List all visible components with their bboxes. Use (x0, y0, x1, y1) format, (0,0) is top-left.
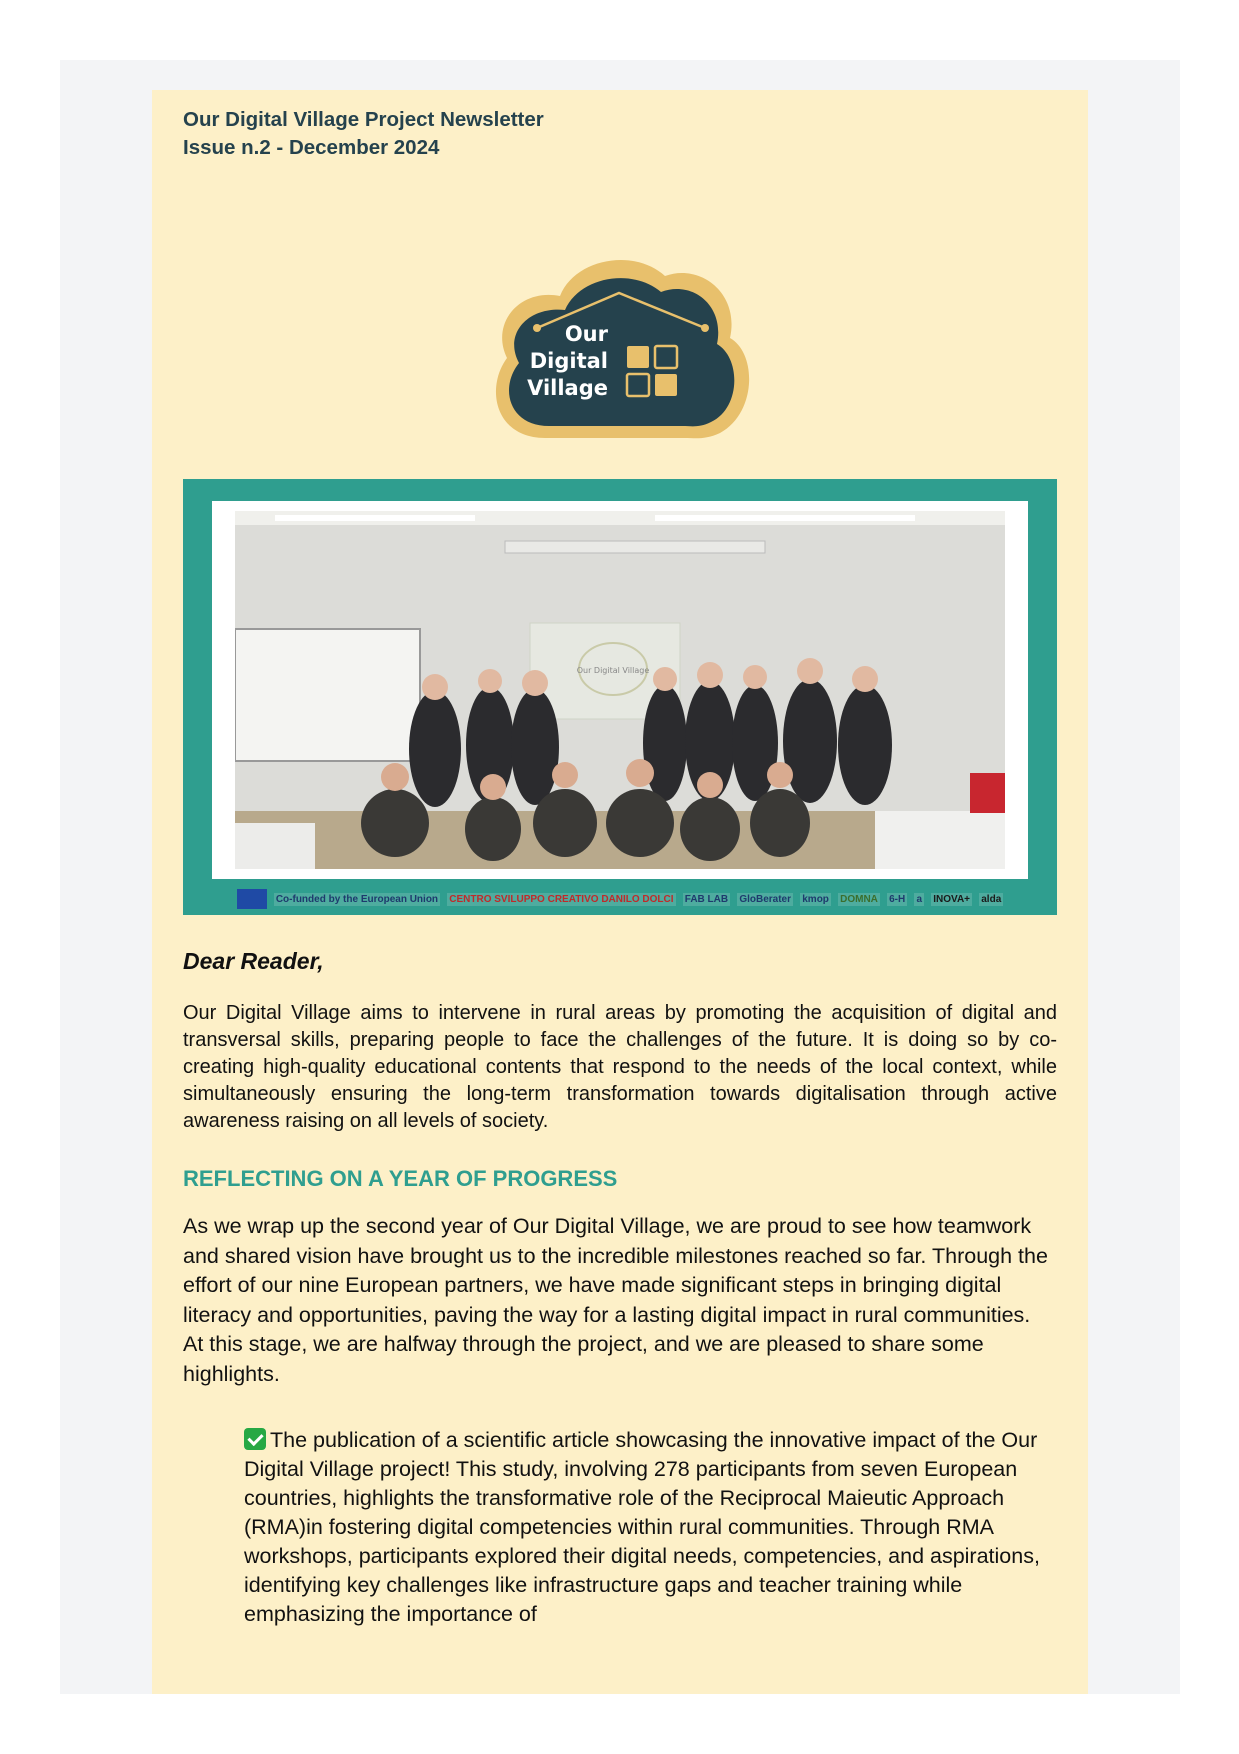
group-photo (235, 511, 1005, 869)
partner-logo-kmop: kmop (802, 893, 829, 905)
logo-text-digital: Digital (529, 349, 608, 373)
project-logo (485, 248, 757, 448)
partner-logo-eu: Co-funded by the European Union (275, 893, 439, 905)
partner-logo-alda: alda (981, 893, 1002, 905)
partner-logo-fablab: FAB LAB (684, 893, 729, 905)
group-photo-illustration (235, 511, 1005, 869)
section-body (183, 1212, 1057, 1389)
partner-logo-a: a (916, 893, 923, 905)
greeting: Dear Reader, (183, 948, 324, 974)
photo-border (212, 501, 1028, 879)
photo-banner (183, 479, 1057, 915)
newsletter-card (152, 90, 1088, 1694)
section-paragraph-2: At this stage, we are halfway through the project, and we are pleased to share some highlights. (183, 1332, 984, 1386)
partner-logo-globerater: GloBerater (739, 893, 792, 905)
check-mark-icon (244, 1428, 266, 1450)
newsletter-header (183, 106, 544, 162)
partner-logo-strip (183, 883, 1057, 915)
logo-text-our: Our (564, 322, 608, 346)
projected-screen-text: Our Digital Village (576, 666, 650, 675)
newsletter-issue: Issue n.2 - December 2024 (183, 136, 440, 159)
highlight-bullet-text: The publication of a scientific article showcasing the innovative impact of the Our Digital Village project! This study, involving 278 participants from seven European countries, highlights the transformative role of the Reciprocal Maieutic Approach (RMA)in fostering digital competencies within rural communities. Through RMA workshops, participants explored their digital needs, competencies, and aspirations, identifying key challenges like infrastructure gaps and teacher training while emphasizing the importance of (244, 1428, 1040, 1626)
partner-logo-inova: INOVA+ (933, 893, 971, 905)
intro-paragraph: Our Digital Village aims to intervene in rural areas by promoting the acquisition of digital and transversal skills, preparing people to face the challenges of the future. It is doing so by co-creating high-quality educational contents that respond to the needs of the local context, while simultaneously ensuring the long-term transformation towards digitalisation through active awareness raising on all levels of society. (183, 1002, 1057, 1132)
partner-logo-csc: CENTRO SVILUPPO CREATIVO DANILO DOLCI (449, 893, 674, 905)
newsletter-title: Our Digital Village Project Newsletter (183, 108, 544, 131)
partner-logo-domna: DOMNA (840, 893, 878, 905)
logo-text-village: Village (527, 376, 608, 400)
eu-flag-icon (237, 889, 267, 909)
section-heading: REFLECTING ON A YEAR OF PROGRESS (183, 1166, 618, 1191)
partner-logo-6h: 6-H (889, 893, 906, 905)
section-paragraph-1: As we wrap up the second year of Our Digital Village, we are proud to see how teamwork and shared vision have brought us to the incredible milestones reached so far. Through the effort of our nine European partners, we have made significant steps in bringing digital literacy and opportunities, paving the way for a lasting digital impact in rural communities. (183, 1214, 1048, 1327)
highlight-bullet (244, 1426, 1056, 1629)
